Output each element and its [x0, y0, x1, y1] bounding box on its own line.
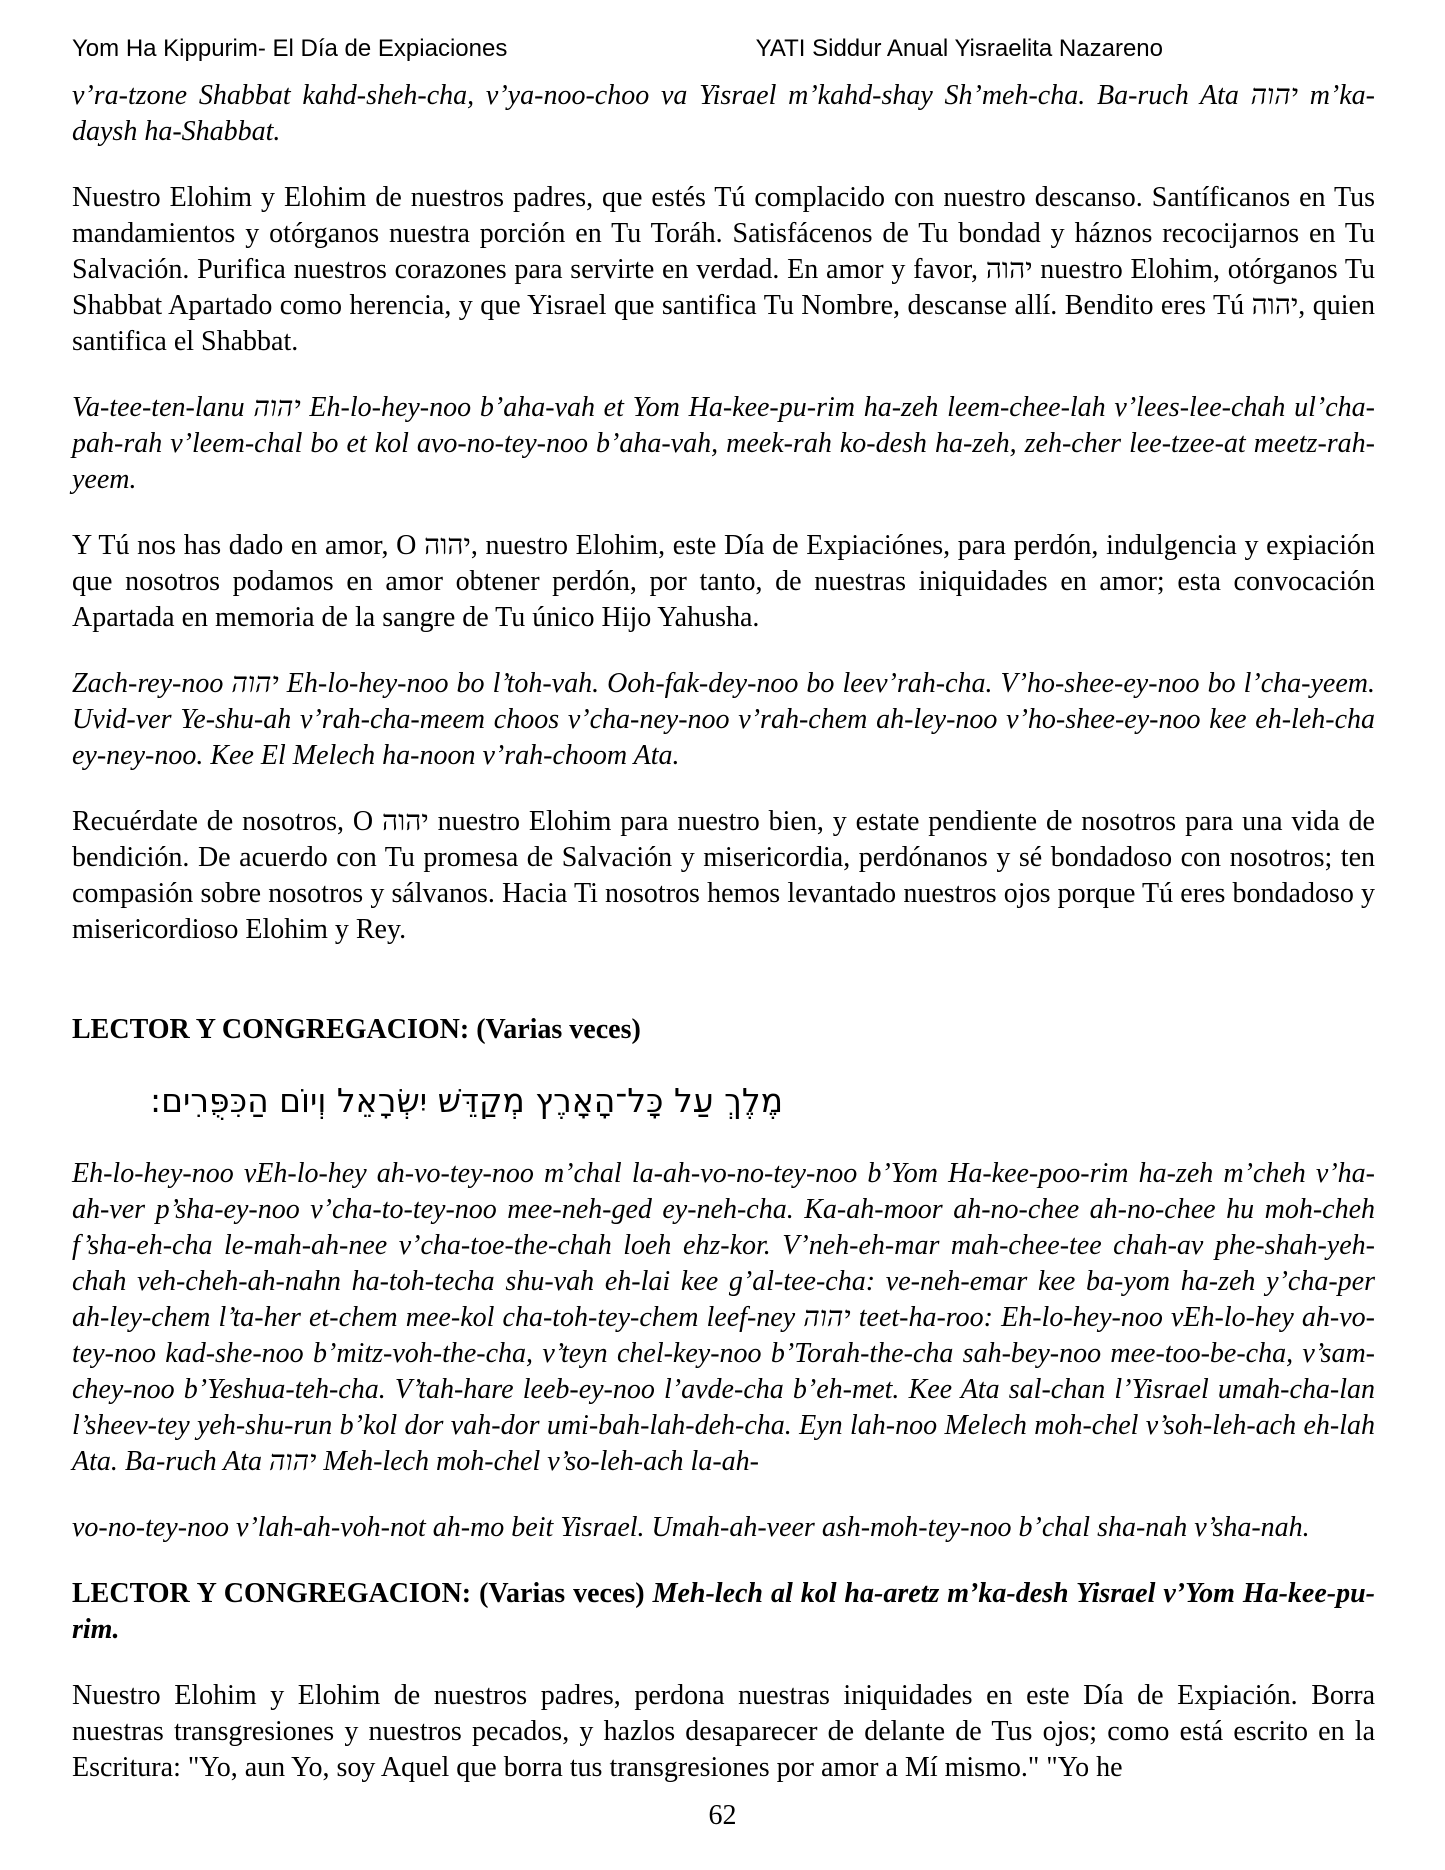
- paragraph-transliteration-4: Eh-lo-hey-noo vEh-lo-hey ah-vo-tey-noo m’chal la-ah-vo-no-tey-noo b’Yom Ha-kee-poo-rim ha-zeh m’cheh v’ha-ah-ver p’sha-ey-noo v’cha-to-tey-noo mee-neh-ged ey-neh-cha. Ka-ah-moor ah-no-chee ah-no-chee hu moh-cheh f’sha-eh-cha le-mah-ah-nee v’cha-toe-the-chah loeh ehz-kor. V’neh-eh-mar mah-chee-tee chah-av phe-shah-yeh-chah veh-cheh-ah-nahn ha-toh-techa shu-vah eh-lai kee g’al-tee-cha: ve-neh-emar kee ba-yom ha-zeh y’cha-per ah-ley-chem l’ta-her et-chem mee-kol cha-toh-tey-chem leef-ney יהוה teet-ha-roo: Eh-lo-hey-noo vEh-lo-hey ah-vo-tey-noo kad-she-noo b’mitz-voh-the-cha, v’teyn chel-key-noo b’Torah-the-cha sah-bey-noo mee-too-be-cha, v’sam-chey-noo b’Yeshua-teh-cha. V’tah-hare leeb-ey-noo l’avde-cha b’eh-met. Kee Ata sal-chan l’Yisrael umah-cha-lan l’sheev-tey yeh-shu-run b’kol dor vah-dor umi-bah-lah-deh-cha. Eyn lah-noo Melech moh-chel v’soh-leh-ach eh-lah Ata. Ba-ruch Ata יהוה Meh-lech moh-chel v’so-leh-ach la-ah-: [72, 1158, 1375, 1477]
- section-header-lector-2: [72, 1576, 1375, 1648]
- paragraph-spanish-1: Nuestro Elohim y Elohim de nuestros padres, que estés Tú complacido con nuestro descanso. Santíficanos en Tus mandamientos y otórganos nuestra porción en Tu Toráh. Satisfácenos de Tu bondad y háznos recocijarnos en Tu Salvación. Purifica nuestros corazones para servirte en verdad. En amor y favor, יהוה nuestro Elohim, otórganos Tu Shabbat Apartado como herencia, y que Yisrael que santifica Tu Nombre, descanse allí. Bendito eres Tú יהוה, quien santifica el Shabbat.: [72, 182, 1376, 357]
- header-title-right: YATI Siddur Anual Yisraelita Nazareno: [755, 35, 1163, 62]
- paragraph-transliteration-2: Va-tee-ten-lanu יהוה Eh-lo-hey-noo b’aha-vah et Yom Ha-kee-pu-rim ha-zeh leem-chee-lah v’lees-lee-chah ul’cha-pah-rah v’leem-chal bo et kol avo-no-tey-noo b’aha-vah, meek-rah ko-desh ha-zeh, zeh-cher lee-tzee-at meetz-rah-yeem.: [72, 392, 1376, 495]
- section-header-lector-2-transliteration: Meh-lech al kol ha-aretz m’ka-desh Yisrael v’Yom Ha-kee-pu-rim.: [72, 1578, 1375, 1645]
- paragraph-spanish-3: Recuérdate de nosotros, O יהוה nuestro Elohim para nuestro bien, y estate pendiente de nosotros para una vida de bendición. De acuerdo con Tu promesa de Salvación y misericordia, perdónanos y sé bondadoso con nosotros; ten compasión sobre nosotros y sálvanos. Hacia Ti nosotros hemos levantado nuestros ojos porque Tú eres bondadoso y misericordioso Elohim y Rey.: [72, 806, 1375, 945]
- paragraph-transliteration-3: Zach-rey-noo יהוה Eh-lo-hey-noo bo l’toh-vah. Ooh-fak-dey-noo bo leev’rah-cha. V’ho-shee-ey-noo bo l’cha-yeem. Uvid-ver Ye-shu-ah v’rah-cha-meem choos v’cha-ney-noo v’rah-chem ah-ley-noo v’ho-shee-ey-noo kee eh-leh-cha ey-ney-noo. Kee El Melech ha-noon v’rah-choom Ata.: [72, 668, 1375, 771]
- section-header-lector-2-label: LECTOR Y CONGREGACION: (Varias veces): [72, 1578, 645, 1609]
- paragraph-spanish-4: Nuestro Elohim y Elohim de nuestros padres, perdona nuestras iniquidades en este Día de Expiación. Borra nuestras transgresiones y nuestros pecados, y hazlos desaparecer de delante de Tus ojos; como está escrito en la Escritura: "Yo, aun Yo, soy Aquel que borra tus transgresiones por amor a Mí mismo." "Yo he: [72, 1680, 1375, 1783]
- section-header-lector-1: LECTOR Y CONGREGACION: (Varias veces): [72, 1014, 641, 1045]
- page-header: [72, 34, 1375, 64]
- hebrew-verse-line-wrap: [72, 1076, 1375, 1126]
- paragraph-spanish-2: Y Tú nos has dado en amor, O יהוה, nuestro Elohim, este Día de Expiaciónes, para perdón, indulgencia y expiación que nosotros podamos en amor obtener perdón, por tanto, de nuestras iniquidades en amor; esta convocación Apartada en memoria de la sangre de Tu único Hijo Yahusha.: [72, 530, 1375, 633]
- header-title-left: Yom Ha Kippurim- El Día de Expiaciones: [72, 35, 508, 62]
- hebrew-verse-line: מֶלֶךְ עַל כָּל־הָאָרֶץ מְקַדֵּשׁ יִשְׂרָאֵל וְיוֹם הַכִּפֻּרִים:: [150, 1081, 784, 1120]
- page-number: 62: [708, 1800, 737, 1831]
- paragraph-transliteration-1: v’ra-tzone Shabbat kahd-sheh-cha, v’ya-noo-choo va Yisrael m’kahd-shay Sh’meh-cha. Ba-ruch Ata יהוה m’ka-daysh ha-Shabbat.: [72, 80, 1375, 147]
- paragraph-transliteration-5: vo-no-tey-noo v’lah-ah-voh-not ah-mo beit Yisrael. Umah-ah-veer ash-moh-tey-noo b’chal sha-nah v’sha-nah.: [72, 1512, 1310, 1543]
